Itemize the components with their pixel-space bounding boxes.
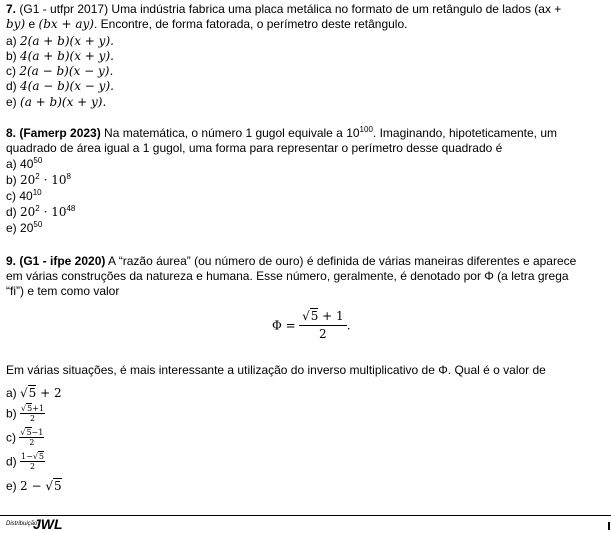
q9-option-a [6,386,62,400]
q8-option-a [6,157,42,171]
q8-option-d-mid: · 10 [39,205,67,219]
q9-option-d-letter: d) [6,454,17,469]
q9-formula-lhs: Φ = [272,318,296,333]
q8-option-b-exp2: 8 [66,172,71,181]
q9-formula-fraction [299,309,347,342]
q9-line2: em várias construções da natureza e humana. Esse número, geralmente, é denotado por Φ (a letra grega [6,269,569,283]
q9-option-e-letter: e) [6,479,17,493]
q8-option-c-base: 40 [19,189,33,203]
q7-option-c [6,64,113,78]
q8-option-b-letter: b) [6,173,17,187]
q7-option-a [6,34,114,48]
q8-option-e-letter: e) [6,221,17,235]
sqrt-symbol: √5 [21,404,33,413]
q8-text-after: . Imaginando, hipoteticamente, um [372,126,558,140]
q8-tag: 8. (Famerp 2023) [6,126,101,140]
q8-option-d-base: 20 [20,205,36,219]
q8-option-b-mid: · 10 [39,173,67,187]
q9-header [6,254,576,268]
q9-option-d-num-pre: 1− [21,452,33,461]
q9-option-d-den: 2 [29,462,36,471]
footer-brand-logo: JWL [33,516,63,532]
q9-option-c-den: 2 [29,438,35,447]
q7-header [6,2,561,16]
q7-option-d-text: 4(a − b)(x − y). [20,79,114,93]
q9-formula-num-rest: + 1 [318,309,344,323]
q8-option-a-letter: a) [6,157,17,171]
q9-formula-radicand: 5 [310,309,319,323]
q9-formula-denominator: 2 [319,327,327,341]
q9-option-c-fraction [19,428,44,447]
q7-option-d-letter: d) [6,79,17,93]
sqrt-symbol: √5 [302,309,319,323]
q7-header-text: (G1 - utfpr 2017) Uma indústria fabrica uma placa metálica no formato de um retângulo de lados (ax + [19,2,562,16]
q8-exp: 100 [359,125,373,134]
q8-option-c-letter: c) [6,189,16,203]
q8-option-b-base: 20 [20,173,36,187]
q9-option-b-fraction [20,404,45,423]
footer-divider [0,515,611,516]
q9-option-e-radicand: 5 [54,479,62,493]
sqrt-symbol: √5 [32,452,45,461]
q8-option-a-base: 40 [20,157,34,171]
q9-option-a-radicand: 5 [28,386,37,400]
q7-option-c-letter: c) [6,64,16,78]
q9-option-d-fraction [20,452,45,471]
q9-tag: 9. (G1 - ifpe 2020) [6,254,106,268]
q9-option-c [6,428,44,447]
q9-option-b-letter: b) [6,406,17,421]
q7-option-e-letter: e) [6,95,17,109]
footer-credit: Distribuição [6,521,38,527]
q9-formula-end: . [346,318,351,333]
q7-option-c-text: 2(a − b)(x − y). [19,64,114,78]
page-edge-mark [608,522,610,530]
q7-side-b: (bx + ay) [38,17,94,31]
q8-option-d [6,205,75,219]
q9-option-b-radicand: 5 [27,404,33,413]
q8-option-b [6,173,71,187]
q9-option-b-den: 2 [29,414,36,423]
q9-option-a-letter: a) [6,386,17,400]
sqrt-symbol: √5 [20,428,32,437]
q7-line2-rest: . Encontre, de forma fatorada, o perímetro deste retângulo. [93,17,408,31]
q7-option-b-letter: b) [6,49,17,63]
q9-formula-numerator [299,309,347,326]
q8-option-d-exp: 2 [35,204,40,213]
q7-option-a-text: 2(a + b)(x + y). [20,34,114,48]
q9-option-d [6,452,45,471]
q8-option-e [6,221,42,235]
q8-option-c-exp: 10 [32,188,42,197]
q8-option-e-base: 20 [20,221,34,235]
q8-option-b-exp: 2 [35,172,40,181]
q9-option-b [6,404,45,423]
q9-option-c-radicand: 5 [26,428,32,437]
q7-line2 [6,17,407,31]
q9-option-e [6,479,62,493]
q7-and: e [28,17,36,31]
q9-line1: A “razão áurea” (ou número de ouro) é definida de várias maneiras diferentes e aparece [105,254,577,268]
q9-option-d-radicand: 5 [38,452,45,461]
q9-option-b-num-rest: +1 [32,404,45,413]
q8-text-before: Na matemática, o número 1 gugol equivale a 10 [100,126,360,140]
q8-header [6,126,557,140]
q9-option-a-rest: + 2 [36,386,62,400]
q7-option-b-text: 4(a + b)(x + y). [20,49,114,63]
q8-option-e-exp: 50 [33,220,43,229]
q9-option-c-letter: c) [6,430,16,445]
q8-option-a-exp: 50 [33,156,43,165]
q8-option-d-exp2: 48 [66,204,76,213]
q9-option-c-num-rest: −1 [31,428,44,437]
q7-option-a-letter: a) [6,34,17,48]
q9-line3: “fi”) e tem como valor [6,284,120,298]
q8-option-d-letter: d) [6,205,17,219]
q8-option-c [6,189,42,203]
q9-formula [272,309,351,342]
sqrt-symbol: √5 [20,386,37,400]
q7-number: 7. [6,2,17,16]
q7-option-b [6,49,114,63]
q8-line2: quadrado de área igual a 1 gugol, uma forma para representar o perímetro desse quadrado é [6,141,503,155]
q9-option-e-pre: 2 − [20,479,46,493]
q7-option-d [6,79,114,93]
q7-side-a-end: by) [6,17,26,31]
q9-question: Em várias situações, é mais interessante a utilização do inverso multiplicativo de Φ. Qual é o valor de [6,363,546,377]
q7-option-e [6,95,106,109]
sqrt-symbol: √5 [45,479,62,493]
q7-option-e-text: (a + b)(x + y). [20,95,107,109]
